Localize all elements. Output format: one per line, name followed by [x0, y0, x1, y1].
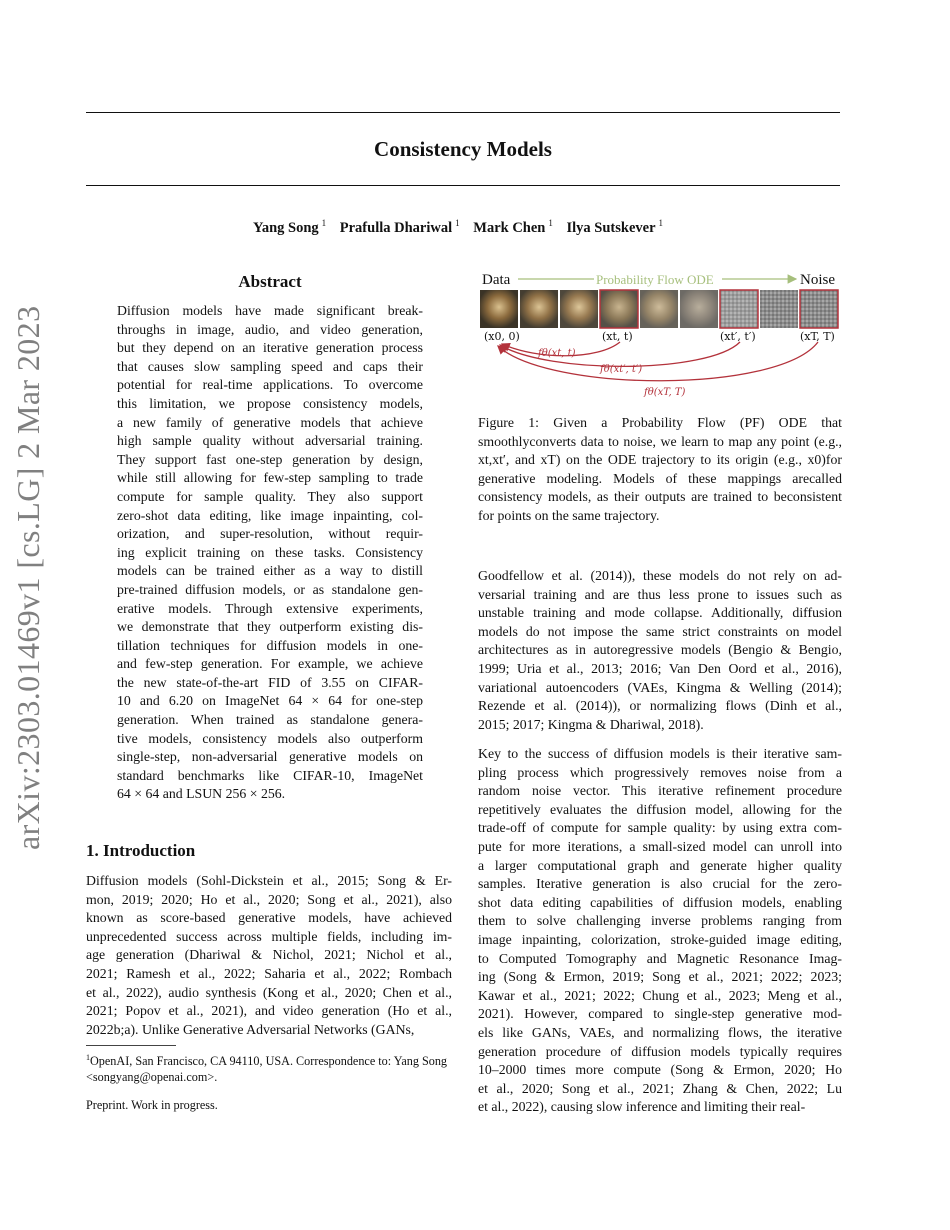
text-line: standard benchmarks like CIFAR-10, ImageNet — [117, 767, 423, 783]
text-line: zero-shot data editing, like image inpainting, col- — [117, 507, 423, 523]
footnote-text: OpenAI, San Francisco, CA 94110, USA. Correspondence to: Yang Song <songyang@openai.com>. — [86, 1054, 448, 1085]
text-line: mon, 2019; 2020; Ho et al., 2020; Song et al., 2021), also — [86, 891, 452, 907]
abstract-heading: Abstract — [238, 272, 302, 291]
text-line: we demonstrate that they outperform existing dis- — [117, 619, 423, 635]
title-bottom-rule — [86, 185, 840, 186]
text-line: Rezende et al. (2014)), or normalizing flows (Dinh et al., — [478, 698, 842, 714]
abstract-body — [117, 302, 423, 804]
text-line: 10 and 6.20 on ImageNet 64 × 64 for one-step — [117, 693, 423, 709]
text-line: unprecedented success across multiple fields, including im- — [86, 928, 452, 944]
frame-image — [720, 290, 758, 328]
text-line: the new state-of-the-art FID of 3.55 on CIFAR- — [117, 674, 423, 690]
text-line: age generation (Dhariwal & Nichol, 2021; Nichol et al., — [86, 947, 452, 963]
text-line: while still allowing for few-step sampling to trade — [117, 470, 423, 486]
text-line: ing explicit training on these tasks. Consistency — [117, 544, 423, 560]
frame-image — [800, 290, 838, 328]
text-line: generation procedure of diffusion models typically requires — [478, 1043, 842, 1059]
text-line: 2021; Ramesh et al., 2022; Saharia et al., 2022; Rombach — [86, 965, 452, 981]
text-line: 1999; Uria et al., 2013; 2016; Van Den Oord et al., 2016), — [478, 660, 842, 676]
text-line: a larger computational graph and generate higher quality — [478, 857, 842, 873]
text-line: Diffusion models have made significant break- — [117, 303, 423, 318]
paper-title: Consistency Models — [374, 137, 552, 161]
text-line: consistent for points on the same trajectory. — [478, 489, 842, 523]
text-line: Kawar et al., 2021; 2022; Chung et al., 2023; Meng et al., — [478, 987, 842, 1003]
text-line: pre-trained diffusion models, or as standalone gen- — [117, 581, 423, 597]
text-line: tive models, consistency models also outperform — [117, 730, 423, 746]
text-line: shot data editing capabilities of diffusion models, enabling — [478, 894, 842, 910]
title-top-rule — [86, 112, 840, 113]
footnote-mark: 1 — [86, 1053, 90, 1062]
text-line: generation. When trained as standalone genera- — [117, 712, 423, 728]
right-column-paragraph-1 — [478, 567, 842, 734]
footnote — [86, 1050, 452, 1085]
text-line: converts data to noise, we learn to map any point (e.g., xt, — [478, 433, 842, 468]
text-line: for generative modeling. Models of these mappings are — [478, 452, 842, 486]
text-line: 2021). However, compared to single-step generative mod- — [478, 1006, 842, 1022]
text-line: 10–2000 times more compute (Song & Ermon, 2020; Ho — [478, 1062, 842, 1078]
text-line: models can be trained either as a way to distill — [117, 563, 423, 579]
text-line: xt′, and xT) on the ODE trajectory to its origin (e.g., x0) — [492, 452, 826, 468]
frame-image — [680, 290, 718, 328]
arrow-label-fT: fθ(xT, T) — [644, 387, 686, 398]
text-line: and few-step generation. For example, we achieve — [117, 656, 423, 672]
right-column-paragraph-2 — [478, 745, 842, 1117]
text-line: compute for sample quality. They also support — [117, 488, 423, 504]
label-noise: Noise — [800, 272, 835, 288]
label-pf-ode: Probability Flow ODE — [596, 272, 714, 287]
text-line: orization, and super-resolution, without requir- — [117, 526, 423, 542]
author-affiliation-mark: 1 — [658, 218, 664, 228]
author-affiliation-mark: 1 — [548, 218, 553, 228]
text-line: unstable training and mode collapse. Additionally, diffusion — [478, 605, 842, 621]
frame-image — [520, 290, 558, 328]
introduction-heading: 1. Introduction — [86, 841, 196, 860]
point-label-xt-prime: (xt′, t′) — [720, 330, 756, 343]
text-line: erative models. Through extensive experiments, — [117, 600, 423, 616]
text-line: Goodfellow et al. (2014)), these models do not rely on ad- — [478, 568, 842, 583]
text-line: architectures as in autoregressive models (Bengio & Bengio, — [478, 642, 842, 658]
text-line: random noise vector. This iterative refinement procedure — [478, 783, 842, 799]
text-line: versarial training and are thus less prone to issues such as — [478, 586, 842, 602]
author-name: Yang Song — [252, 219, 319, 236]
text-line: that causes slow sampling speed and caps their — [117, 358, 423, 374]
text-line: image inpainting, colorization, stroke-guided image editing, — [478, 931, 842, 947]
frame-image — [480, 290, 518, 328]
trajectory-images — [480, 290, 838, 328]
text-line: a new family of generative models that achieve — [117, 414, 423, 430]
text-line: els like GANs, VAEs, and normalizing flows, the iterative — [478, 1024, 842, 1040]
text-line: but they depend on an iterative generation process — [117, 340, 423, 356]
figure-1-diagram — [478, 268, 842, 404]
text-line: potential for real-time applications. To overcome — [117, 377, 423, 393]
text-line: 2015; 2017; Kingma & Dhariwal, 2018). — [478, 716, 704, 732]
text-line: Key to the success of diffusion models is their iterative sam- — [478, 746, 842, 761]
figure-1 — [478, 268, 842, 404]
author-name: Ilya Sutskever — [566, 219, 656, 236]
text-line: called consistency models, as their outputs are trained to be — [478, 470, 842, 505]
text-line: trade-off of compute for sample quality: by using extra com- — [478, 820, 842, 836]
text-line: tillation techniques for diffusion models in one- — [117, 637, 423, 653]
author-name: Mark Chen — [473, 219, 546, 236]
text-line: ing (Song & Ermon, 2019; Song et al., 2021; 2022; 2023; — [478, 969, 842, 985]
text-line: models do not impose the same strict constraints on model — [478, 623, 842, 639]
frame-image — [560, 290, 598, 328]
text-line: pute for more iterations, a small-sized model can unroll into — [478, 838, 842, 854]
author-affiliation-mark: 1 — [321, 218, 327, 228]
arrow-label-ft-prime: fθ(xt′, t′) — [600, 364, 643, 375]
text-line: et al., 2020; Song et al., 2021; Zhang & Chen, 2022; Lu — [478, 1080, 842, 1096]
point-label-x0: (x0, 0) — [484, 330, 520, 343]
text-line: et al., 2022), audio synthesis (Kong et al., 2020; Chen et al., — [86, 984, 452, 1000]
arxiv-identifier: arXiv:2303.01469v1 [cs.LG] 2 Mar 2023 — [10, 305, 46, 850]
point-label-xt: (xt, t) — [602, 330, 633, 343]
footnote-rule — [86, 1045, 176, 1046]
text-line: known as score-based generative models, have achieved — [86, 910, 452, 926]
text-line: variational autoencoders (VAEs, Kingma & Welling (2014); — [478, 679, 842, 695]
text-line: them to solve challenging inverse problems ranging from — [478, 913, 842, 929]
point-label-xT: (xT, T) — [800, 330, 835, 343]
text-line: Figure 1: Given a Probability Flow (PF) ODE that smoothly — [478, 415, 842, 449]
author-list — [86, 218, 840, 237]
text-line: single-step, non-adversarial generative models on — [117, 749, 423, 765]
text-line: high sample quality without adversarial training. — [117, 433, 423, 449]
author-affiliation-mark: 1 — [455, 218, 460, 228]
text-line: to Computed Tomography and Magnetic Resonance Imag- — [478, 950, 842, 966]
figure-1-caption — [478, 414, 842, 526]
frame-image — [640, 290, 678, 328]
text-line: this limitation, we propose consistency models, — [117, 395, 423, 411]
text-line: repetitively evaluates the diffusion model, allowing for the — [478, 801, 842, 817]
frame-image — [600, 290, 638, 328]
text-line: throughs in image, audio, and video generation, — [117, 321, 423, 337]
preprint-note: Preprint. Work in progress. — [86, 1098, 218, 1112]
introduction-body — [86, 872, 452, 1039]
text-line: 2022b;a). Unlike Generative Adversarial Networks (GANs, — [86, 1021, 415, 1037]
label-data: Data — [482, 272, 511, 288]
frame-image — [760, 290, 798, 328]
arrow-label-ft: fθ(xt, t) — [538, 348, 576, 359]
text-line: Diffusion models (Sohl-Dickstein et al., 2015; Song & Er- — [86, 873, 452, 888]
text-line: pling process which progressively removes noise from a — [478, 764, 842, 780]
text-line: 64 × 64 and LSUN 256 × 256. — [117, 786, 286, 802]
author-name: Prafulla Dhariwal — [339, 219, 453, 236]
text-line: samples. Iterative generation is also crucial for the zero- — [478, 876, 842, 892]
text-line: et al., 2022), causing slow inference and limiting their real- — [478, 1099, 806, 1115]
text-line: They support fast one-step generation by design, — [117, 451, 423, 467]
text-line: 2021; Popov et al., 2021), and video generation (Ho et al., — [86, 1003, 452, 1019]
